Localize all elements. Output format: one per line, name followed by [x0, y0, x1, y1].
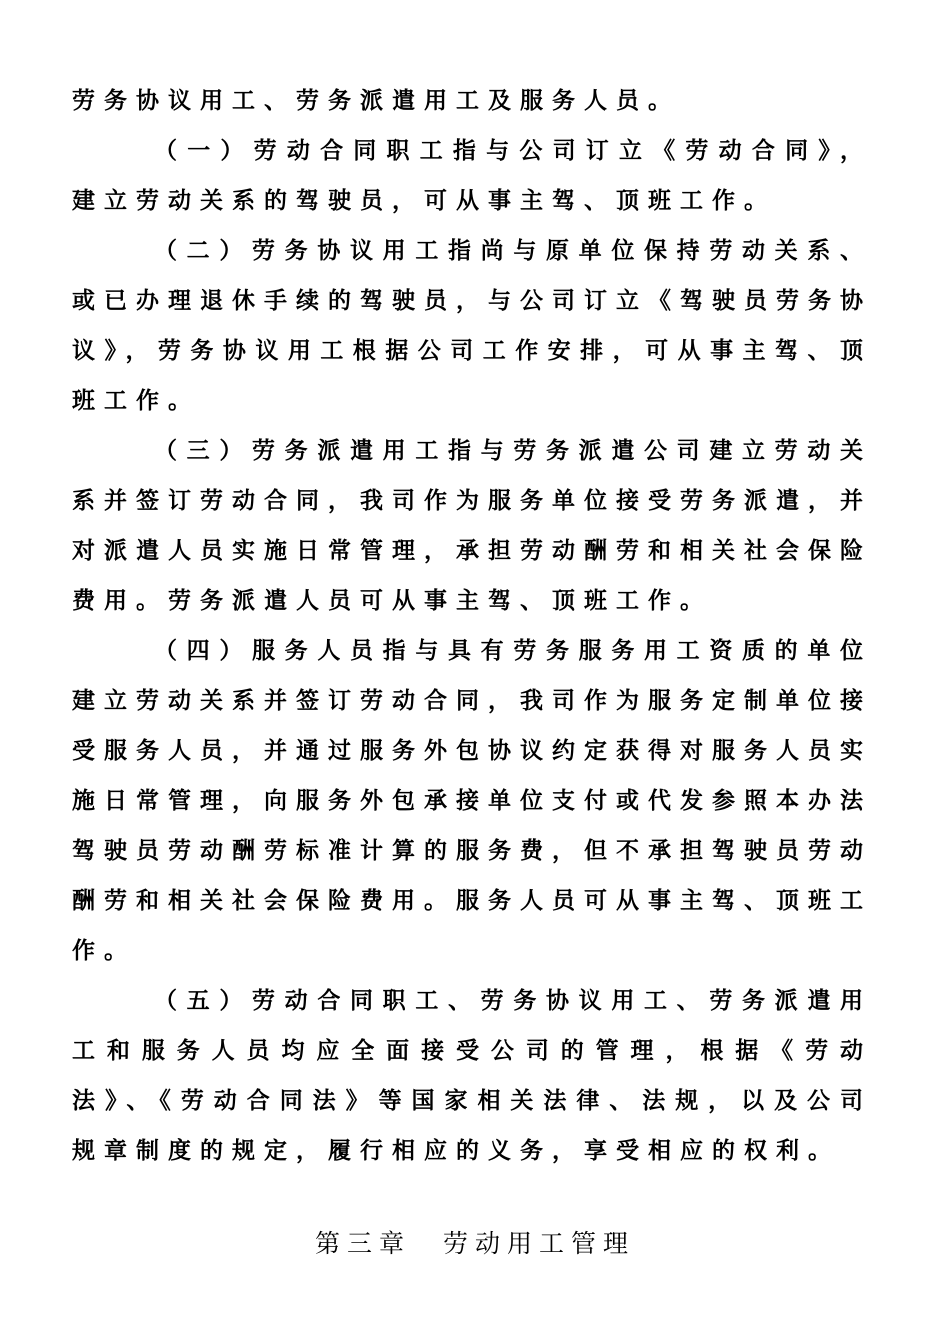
paragraph-item-4: （四）服务人员指与具有劳务服务用工资质的单位建立劳动关系并签订劳动合同，我司作为服务定制单位接受服务人员，并通过服务外包协议约定获得对服务人员实施日常管理，向服务外包承接单位支付或代发参照本办法驾驶员劳动酬劳标准计算的服务费，但不承担驾驶员劳动酬劳和相关社会保险费用。服务人员可从事主驾、顶班工作。: [72, 638, 872, 964]
paragraph-item-3: （三）劳务派遣用工指与劳务派遣公司建立劳动关系并签订劳动合同，我司作为服务单位接受劳务派遣，并对派遣人员实施日常管理，承担劳动酬劳和相关社会保险费用。劳务派遣人员可从事主驾、顶班工作。: [72, 438, 872, 614]
paragraph-item-5: （五）劳动合同职工、劳务协议用工、劳务派遣用工和服务人员均应全面接受公司的管理，根据《劳动法》、《劳动合同法》等国家相关法律、法规，以及公司规章制度的规定，履行相应的义务，享受相应的权利。: [72, 988, 872, 1164]
paragraph-continuation: 劳务协议用工、劳务派遣用工及服务人员。: [72, 88, 680, 114]
body-text: [72, 76, 872, 1176]
paragraph-item-2: （二）劳务协议用工指尚与原单位保持劳动关系、或已办理退休手续的驾驶员，与公司订立《驾驶员劳务协议》，劳务协议用工根据公司工作安排，可从事主驾、顶班工作。: [72, 238, 872, 414]
chapter-heading: 第三章 劳动用工管理: [314, 1229, 635, 1258]
paragraph-item-1: （一）劳动合同职工指与公司订立《劳动合同》，建立劳动关系的驾驶员，可从事主驾、顶班工作。: [72, 138, 872, 214]
